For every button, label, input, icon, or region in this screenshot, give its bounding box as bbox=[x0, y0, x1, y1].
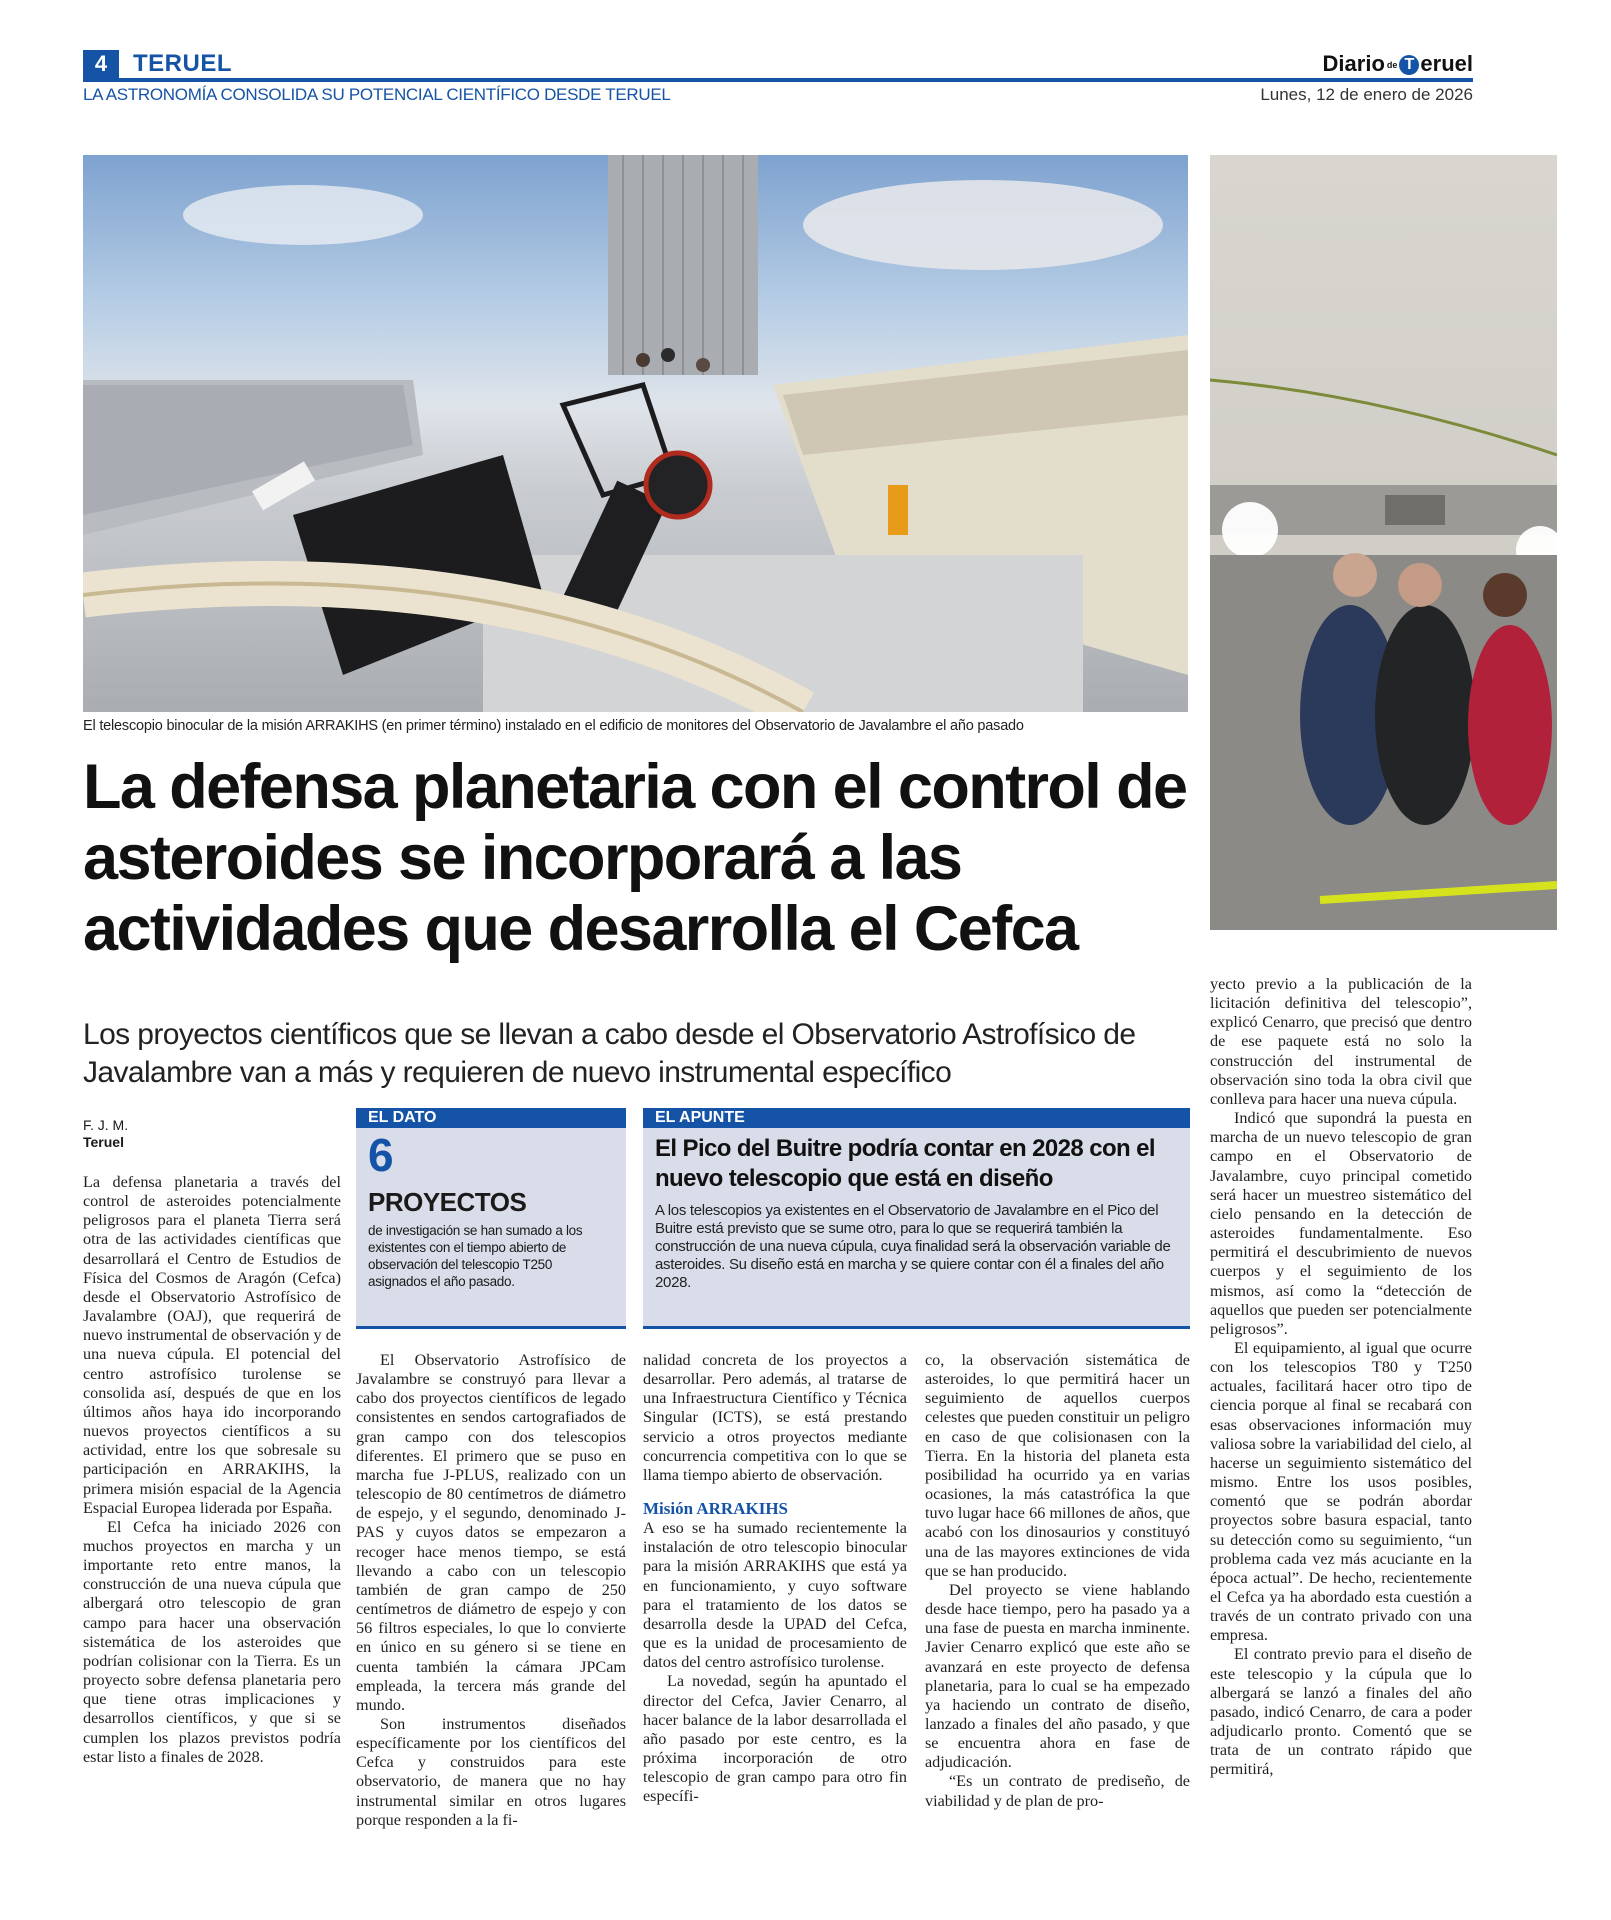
paragraph: Son instrumentos diseñados específicamente por los científicos del Cefca y construidos para este observatorio, de manera que no hay instrumental similar en otros lugares porque responden a la fi- bbox=[356, 1714, 626, 1829]
subheading-mision-arrakihs: Misión ARRAKIHS bbox=[643, 1499, 788, 1519]
el-apunte-tag: EL APUNTE bbox=[643, 1108, 1190, 1128]
article-column-1 bbox=[83, 1173, 341, 1767]
logo-part-eruel: eruel bbox=[1420, 51, 1473, 76]
article-column-5 bbox=[1210, 975, 1472, 1780]
logo-part-de: de bbox=[1386, 60, 1398, 71]
header-rule bbox=[83, 78, 1473, 82]
paragraph: Indicó que supondrá la puesta en marcha de un nuevo telescopio de gran campo en el Observatorio de Javalambre, cuyo principal cometido será hacer un muestreo sistemático del cielo pensando en la detección de asteroides fundamentalmente. Eso permitirá el descubrimiento de nuevos cuerpos y el seguimiento de los mismos, así como la “detección de aquellos que pueden ser potencialmente peligrosos”. bbox=[1210, 1109, 1472, 1338]
article-column-4 bbox=[925, 1351, 1190, 1811]
dateline-location: Teruel bbox=[83, 1134, 124, 1150]
logo-t-icon: T bbox=[1399, 55, 1419, 75]
el-dato-tag: EL DATO bbox=[356, 1108, 626, 1128]
el-apunte-body: A los telescopios ya existentes en el Observatorio de Javalambre en el Pico del Buitre está previsto que se sume otro, para lo que se requerirá también la construcción de una nueva cúpula, cuya finalidad será la observación variable de asteroides. Su diseño está en marcha y se quiere contar con él a finales del año 2028. bbox=[655, 1202, 1171, 1291]
byline bbox=[83, 1117, 128, 1151]
dome-interior-illustration bbox=[1210, 155, 1557, 930]
article-column-3 bbox=[643, 1351, 907, 1806]
article-column-2 bbox=[356, 1351, 626, 1830]
paragraph: El Cefca ha iniciado 2026 con muchos proyectos en marcha y un importante reto entre manos, la construcción de una nueva cúpula que albergará otro telescopio de gran campo para hacer una observación sistemática de los asteroides que podrían colisionar con la Tierra. Es un proyecto sobre defensa planetaria pero que tiene otras implicaciones y desarrollos científicos, y que si se cumplen los plazos previstos podría estar listo a finales de 2028. bbox=[83, 1517, 341, 1766]
paragraph: “Es un contrato de prediseño, de viabilidad y de plan de pro- bbox=[925, 1772, 1190, 1810]
paragraph: nalidad concreta de los proyectos a desarrollar. Pero además, al tratarse de una Infraestructura Científico y Técnica Singular (ICTS), se está prestando servicio a otros proyectos mediante concurrencia competitiva con lo que se llama tiempo abierto de observación. bbox=[643, 1351, 907, 1484]
paragraph: A eso se ha sumado recientemente la instalación de otro telescopio binocular para la misión ARRAKIHS que está ya en funcionamiento, y cuyo software para el tratamiento de los datos se desarrolla desde la UPAD del Cefca, que es la unidad de procesamiento de datos del centro astrofísico turolense. bbox=[643, 1519, 907, 1672]
el-dato-box bbox=[356, 1108, 626, 1329]
el-dato-description: de investigación se han sumado a los existentes con el tiempo abierto de observación del telescopio T250 asignados el año pasado. bbox=[368, 1223, 583, 1289]
paragraph: El equipamiento, al igual que ocurre con los telescopios T80 y T250 actuales, facilitará hacer otro tipo de ciencia porque al final se recabará con esas observaciones información muy valiosa sobre la variabilidad del cielo, al hacerse un seguimiento sistemático del mismo. Entre los usos posibles, comentó que se podrán abordar proyectos sobre basura espacial, tanto su detección como su seguimiento, “un problema cada vez más acuciante en la época actual”. De hecho, recientemente el Cefca ya ha abordado esta cuestión a través de un contrato privado con una empresa. bbox=[1210, 1338, 1472, 1645]
el-apunte-box bbox=[643, 1108, 1190, 1329]
section-title: TERUEL bbox=[133, 50, 232, 77]
el-dato-number: 6 bbox=[368, 1129, 394, 1181]
section-kicker: LA ASTRONOMÍA CONSOLIDA SU POTENCIAL CIENTÍFICO DESDE TERUEL bbox=[83, 85, 671, 104]
main-photo bbox=[83, 155, 1188, 712]
el-dato-label: PROYECTOS bbox=[368, 1187, 527, 1217]
telescope-scene-illustration bbox=[83, 155, 1188, 712]
paragraph: El contrato previo para el diseño de este telescopio y la cúpula que lo albergará se lanzó a finales del año pasado, indicó Cenarro, de cara a poder adjudicarlo pronto. Comentó que se trata de un contrato rápido que permitirá, bbox=[1210, 1645, 1472, 1779]
paragraph: El Observatorio Astrofísico de Javalambre se construyó para llevar a cabo dos proyectos científicos de legado consistentes en sendos cartografiados de gran campo con dos telescopios diferentes. El primero que se puso en marcha fue J-PLUS, realizado con un telescopio de 80 centímetros de diámetro de espejo, y el segundo, denominado J-PAS y cuyos datos se empezaron a recoger hace menos tiempo, se está llevando a cabo con un telescopio también de gran campo de 250 centímetros de diámetro de espejo y con 56 filtros especiales, lo que lo convierte en único en su género si se tiene en cuenta también la cámara JPCam empleada, la tercera más grande del mundo. bbox=[356, 1351, 626, 1714]
paragraph: Del proyecto se viene hablando desde hace tiempo, pero ha pasado ya a una fase de puesta en marcha inminente. Javier Cenarro explicó que este año se avanzará en este proyecto de defensa planetaria, para lo cual se ha empezado ya haciendo un contrato de diseño, lanzado a finales del año pasado, y que se encuentra ahora en fase de adjudicación. bbox=[925, 1580, 1190, 1772]
paragraph: La defensa planetaria a través del control de asteroides potencialmente peligrosos para el planeta Tierra será otra de las actividades científicas que desarrollará el Centro de Estudios de Física del Cosmos de Aragón (Cefca) desde el Observatorio Astrofísico de Javalambre (OAJ), que requerirá de nuevo instrumental de observación y de una nueva cúpula. El potencial del centro astrofísico turolense se consolida así, después de que en los últimos años haya ido incorporando nuevos proyectos científicos a su actividad, entre los que sobresale su participación en ARRAKIHS, la primera misión espacial de la Agencia Espacial Europea liderada por España. bbox=[83, 1173, 341, 1517]
issue-date: Lunes, 12 de enero de 2026 bbox=[1260, 85, 1473, 104]
page-number: 4 bbox=[83, 50, 119, 78]
paragraph: yecto previo a la publicación de la licitación definitiva del telescopio”, explicó Cenarro, que precisó que dentro de ese paquete está no solo la construcción del instrumental de observación sino toda la obra civil que conlleva para hacer una nueva cúpula. bbox=[1210, 975, 1472, 1108]
subheadline: Los proyectos científicos que se llevan a cabo desde el Observatorio Astrofísico de Javalambre van a más y requieren de nuevo instrumental específico bbox=[83, 1018, 1136, 1089]
newspaper-logo bbox=[1323, 50, 1473, 79]
paragraph: La novedad, según ha apuntado el director del Cefca, Javier Cenarro, al hacer balance de la labor desarrollada el año pasado por este centro, es la próxima incorporación de otro telescopio de gran campo para otro fin específi- bbox=[643, 1672, 907, 1806]
photo-caption: El telescopio binocular de la misión ARRAKIHS (en primer término) instalado en el edificio de monitores del Observatorio de Javalambre el año pasado bbox=[83, 718, 1024, 734]
el-apunte-title: El Pico del Buitre podría contar en 2028 con el nuevo telescopio que está en diseño bbox=[655, 1135, 1155, 1192]
paragraph: co, la observación sistemática de asteroides, lo que permitirá hacer un seguimiento de aquellos cuerpos celestes que pueden constituir un peligro en caso de que colisionasen con la Tierra. En la historia del planeta esta posibilidad ha ocurrido ya en varias ocasiones, la más catastrófica la que tuvo lugar hace 66 millones de años, que acabó con los dinosaurios y constituyó una de las mayores extinciones de vida que se han producido. bbox=[925, 1351, 1190, 1580]
side-photo bbox=[1210, 155, 1557, 930]
logo-part-diario: Diario bbox=[1322, 51, 1385, 76]
headline: La defensa planetaria con el control de asteroides se incorporará a las actividades que desarrolla el Cefca bbox=[83, 752, 1187, 964]
author: F. J. M. bbox=[83, 1117, 129, 1133]
